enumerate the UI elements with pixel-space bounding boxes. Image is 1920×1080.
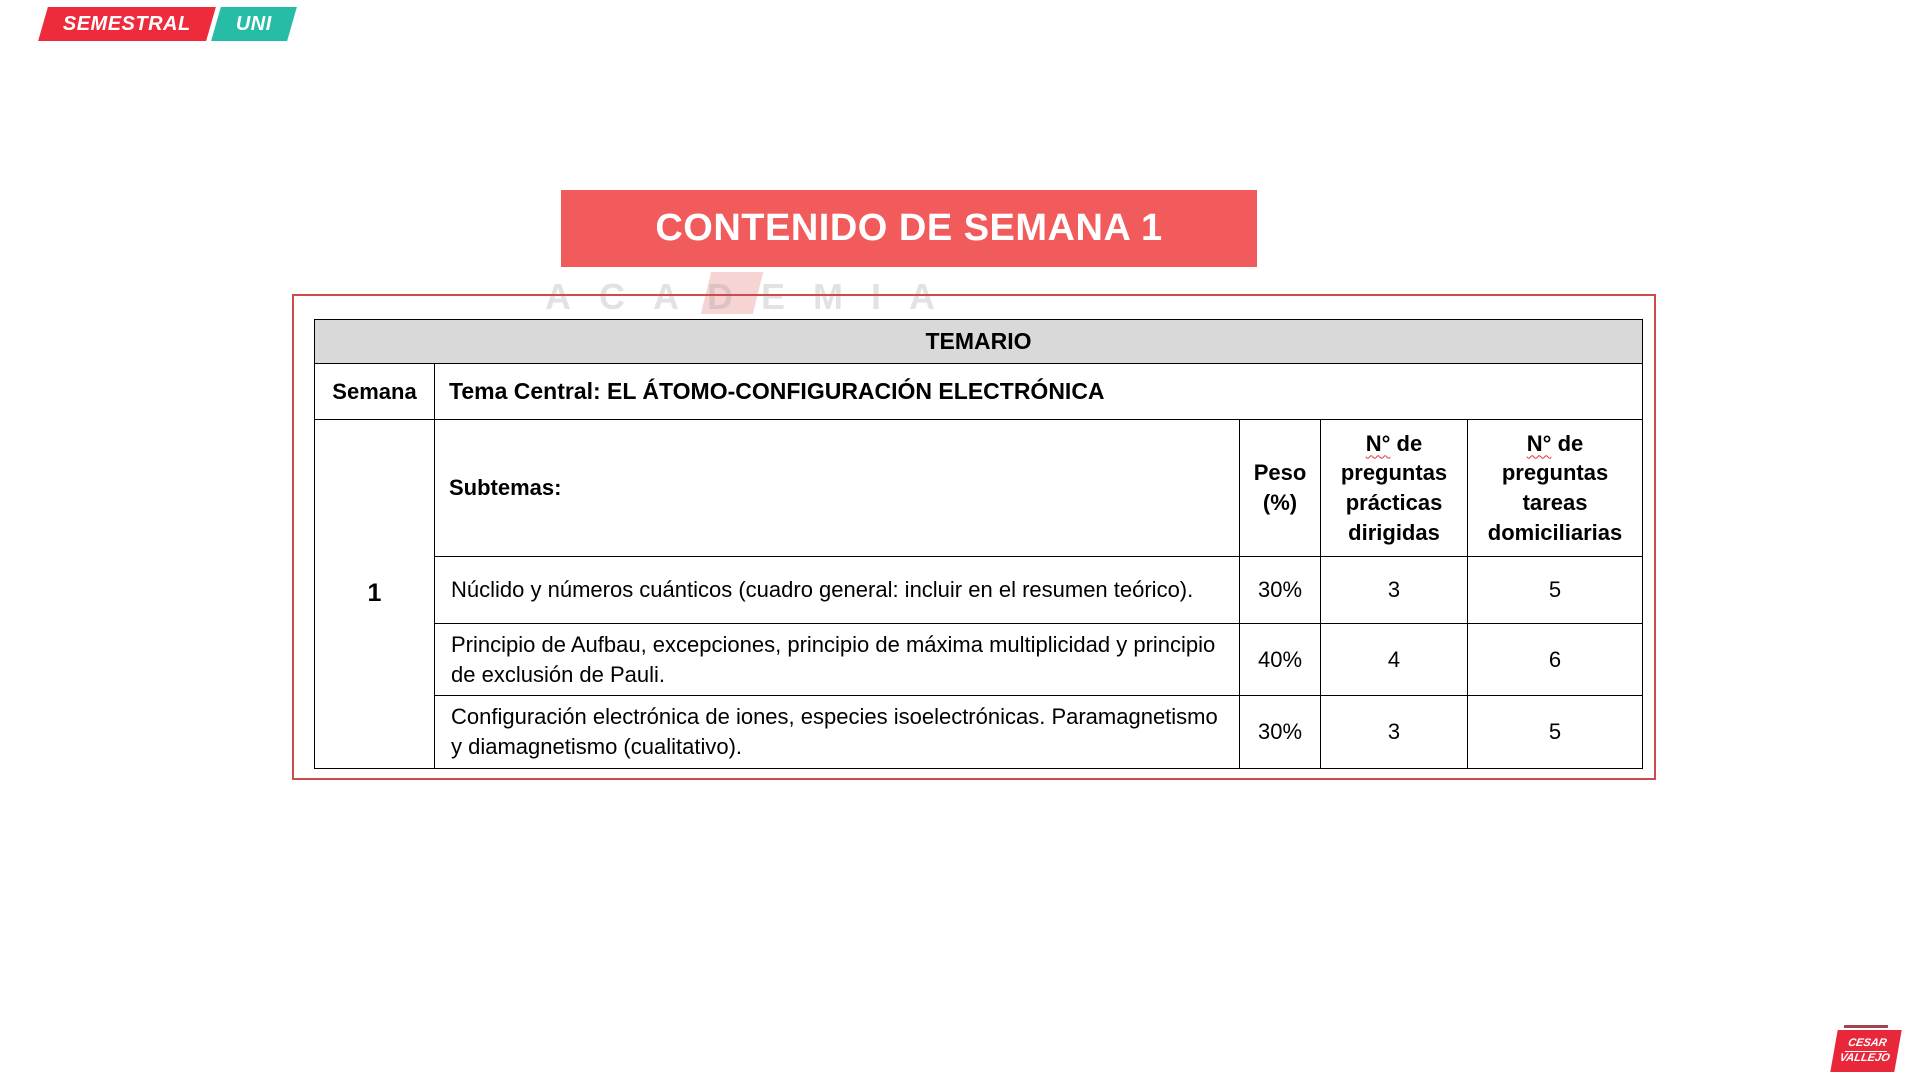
practice-count-cell: 3 bbox=[1321, 557, 1468, 624]
week-number-cell: 1 bbox=[315, 420, 435, 769]
watermark-text: ACADEMIA bbox=[545, 276, 963, 317]
practice-count-cell: 4 bbox=[1321, 624, 1468, 696]
slide-title-banner bbox=[561, 190, 1257, 267]
table-row bbox=[315, 557, 1643, 624]
homework-header-prefix: N° bbox=[1526, 430, 1552, 456]
footer-logo-line1: CESAR bbox=[1845, 1037, 1890, 1051]
table-title-cell: TEMARIO bbox=[315, 320, 1643, 364]
table-row bbox=[315, 696, 1643, 768]
footer-logo-tagline bbox=[1844, 1025, 1889, 1028]
table-row bbox=[315, 420, 1643, 557]
homework-header-rest: de preguntas tareas domiciliarias bbox=[1487, 430, 1623, 545]
weight-cell: 30% bbox=[1240, 557, 1321, 624]
homework-count-cell: 5 bbox=[1468, 696, 1643, 768]
weight-header-cell: Peso (%) bbox=[1240, 420, 1321, 557]
practice-header-prefix: N° bbox=[1365, 430, 1391, 456]
practice-count-cell: 3 bbox=[1321, 696, 1468, 768]
weight-cell: 30% bbox=[1240, 696, 1321, 768]
practice-header-rest: de preguntas prácticas dirigidas bbox=[1340, 430, 1448, 545]
brand-uni-badge bbox=[211, 7, 297, 41]
table-row bbox=[315, 364, 1643, 420]
brand-semestral-badge bbox=[38, 7, 216, 41]
table-row bbox=[315, 624, 1643, 696]
brand-uni-label: UNI bbox=[236, 12, 272, 35]
homework-header-cell bbox=[1468, 420, 1643, 557]
slide-title: CONTENIDO DE SEMANA 1 bbox=[655, 207, 1163, 249]
brand-logo bbox=[43, 7, 292, 41]
central-theme-cell: Tema Central: EL ÁTOMO-CONFIGURACIÓN ELECTRÓNICA bbox=[435, 364, 1643, 420]
cesar-vallejo-logo bbox=[1830, 1030, 1901, 1072]
brand-semestral-label: SEMESTRAL bbox=[63, 12, 191, 35]
homework-count-cell: 5 bbox=[1468, 557, 1643, 624]
homework-count-cell: 6 bbox=[1468, 624, 1643, 696]
week-header-cell: Semana bbox=[315, 364, 435, 420]
footer-logo-line2: VALLEJO bbox=[1838, 1051, 1891, 1064]
topic-cell: Principio de Aufbau, excepciones, principio de máxima multiplicidad y principio de exclusión de Pauli. bbox=[435, 624, 1240, 696]
footer-logo bbox=[1834, 1025, 1898, 1072]
table-row bbox=[315, 320, 1643, 364]
topic-cell: Núclido y números cuánticos (cuadro general: incluir en el resumen teórico). bbox=[435, 557, 1240, 624]
practice-header-cell bbox=[1321, 420, 1468, 557]
topic-cell: Configuración electrónica de iones, especies isoelectrónicas. Paramagnetismo y diamagnetismo (cualitativo). bbox=[435, 696, 1240, 768]
weight-cell: 40% bbox=[1240, 624, 1321, 696]
temario-table bbox=[314, 319, 1643, 769]
subtopics-header-cell: Subtemas: bbox=[435, 420, 1240, 557]
